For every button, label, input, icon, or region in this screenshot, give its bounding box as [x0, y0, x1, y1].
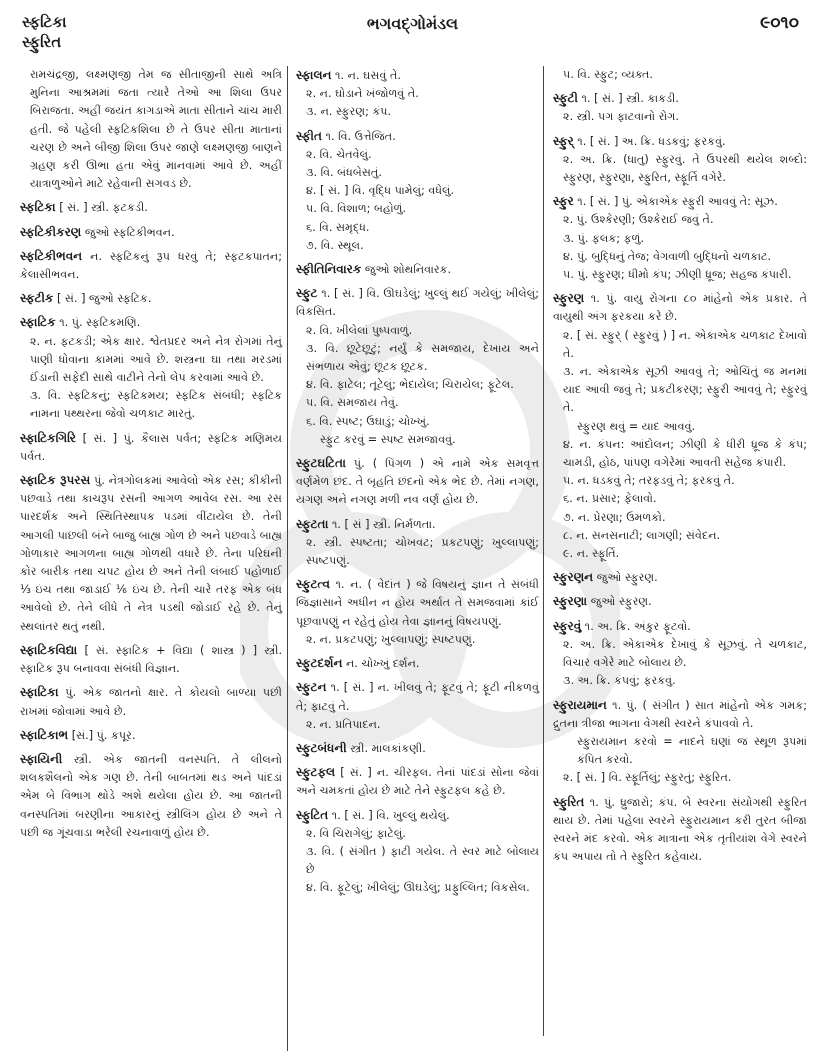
- definition-text: ૫. ન. ધડકવું તે; તરફડવું તે; ફરકવું તે.: [563, 474, 735, 488]
- definition-line: [553, 248, 807, 266]
- definition-text: ૧. પું. સ્ફટિકમણિ.: [59, 316, 141, 330]
- definition-text: ૨. વિ ચિરાગેલું; ફાટેલું.: [306, 826, 406, 840]
- definition-line: [296, 654, 539, 673]
- definition-line: [296, 376, 539, 394]
- dictionary-entry: [553, 696, 807, 788]
- headword: સ્ફાટિક: [20, 315, 56, 330]
- definition-line: [20, 471, 282, 636]
- definition-text: ૬. વિ. સમૃદ્ધ.: [306, 220, 370, 234]
- definition-line: [296, 739, 539, 758]
- definition-line: [553, 672, 807, 690]
- definition-line: [296, 103, 539, 121]
- headword: સ્ફુરવું: [553, 618, 582, 633]
- definition-text: ૨. ન. ઘોડાને ખંજોળવું તે.: [306, 87, 419, 101]
- definition-line: [20, 429, 282, 466]
- dictionary-entry: [553, 89, 807, 126]
- dictionary-entry: [20, 641, 282, 678]
- definition-text: ૩. વિ. ( સંગીત ) ફાટી ગયેલ. તે સ્વર માટે બોલાય છે: [306, 844, 539, 877]
- definition-text: [ સં. ] પું. કૈલાસ પર્વત; સ્ફટિક મણિમય પર્વત.: [20, 431, 283, 463]
- definition-text: ૬. વિ. સ્પષ્ટ; ઉઘાડું; ચોખ્ખું.: [306, 414, 430, 428]
- definition-text: [ સં. ] સ્ત્રી. ફટકડી.: [59, 201, 148, 215]
- dictionary-entry: [296, 515, 539, 571]
- dictionary-entry: [296, 763, 539, 800]
- dictionary-entry: [296, 284, 539, 449]
- definition-line: [20, 313, 282, 332]
- headword: સ્ફટીક: [20, 291, 54, 306]
- definition-text: ૫. વિ. સ્ફુટ; વ્યક્ત.: [563, 68, 653, 81]
- definition-text: ૨. સ્ત્રી. પગ ફાટવાનો રોગ.: [563, 110, 679, 124]
- dictionary-entry: [553, 617, 807, 691]
- definition-line: [296, 534, 539, 570]
- definition-line: [553, 696, 807, 733]
- dictionary-entry: [20, 247, 282, 284]
- definition-text: ૧. પું. ( સંગીત ) સાત માંહેનો એક ગમક; દ્રુતના ત્રીજા ભાગના વેગથી સ્વરને કંપાવવો તે.: [553, 698, 807, 730]
- definition-line: [20, 289, 282, 308]
- definition-text: સ્ત્રી. એક જાતની વનસ્પતિ. તે લીલનો શલકશૈલનો એક ગણ છે. તેની બાબતમાં થડ અને પાંદડાં એમ બે વિભાગ થોડે અંશે થયેલા હોય છે. આ જાતની વનસ્પતિમાં બરણીના આકારનું સ્ત્રીલિંગ હોય છે અને તે પછી જ ગૂંચવાડા ભરેલી રચનાવાળું હોય છે.: [20, 752, 282, 839]
- definition-text: ૨. [ સં. સ્ફુર્ ( સ્ફુરવું ) ] ન. એકાએક ચળકાટ દેખાવો તે.: [563, 328, 807, 360]
- definition-line: [296, 200, 539, 218]
- dictionary-entry: [296, 454, 539, 510]
- definition-text: ૧. [ સં. ] ન. ખીલવું તે; ફૂટવું તે; ફૂટી નીકળવું તે; ફાટવું તે.: [296, 681, 539, 713]
- definition-text: જુઓ સ્ફટિકીભવન.: [84, 225, 175, 239]
- headword: સ્ફુરાયમાન: [553, 697, 607, 712]
- definition-text: સ્ત્રી. માલકાંકણી.: [350, 741, 426, 755]
- idiom-line: [553, 733, 807, 769]
- definition-text: ૨. ન. ફટકડી; એક ક્ષાર. શ્વેતપ્રદર અને નેત્ર રોગમાં તેનું પાણી ધોવાના કામમાં આવે છે. શસ્ત્રના ઘા તથા મરડમાં ઈંડાની સફેદી સાથે વાટીને તેનો લેપ કરવામાં આવે છે.: [30, 334, 282, 385]
- definition-text: ન. ચોખ્ખું દર્શન.: [345, 657, 420, 671]
- definition-text: [ સં. ] ન. ચીરફલ. તેનાં પાંદડાં સોના જેવાં અને ચમકતાં હોય છે માટે તેને સ્ફુટફલ કહે છે.: [296, 766, 539, 798]
- definition-text: ૮. ન. સનસનાટી; લાગણી; સંવેદન.: [563, 528, 721, 542]
- page-number: ૯૦૧૦: [760, 13, 799, 33]
- definition-line: [553, 289, 807, 326]
- definition-line: [296, 515, 539, 534]
- definition-line: [553, 89, 807, 108]
- definition-line: [553, 66, 807, 84]
- definition-line: [553, 592, 807, 611]
- idiom-line: [296, 431, 539, 449]
- headword: સ્ફાટિક રૂપરસ: [20, 473, 91, 488]
- headword: સ્ફુટત્વ: [296, 577, 330, 592]
- column-divider: [287, 66, 288, 1051]
- definition-line: [553, 211, 807, 229]
- definition-text: ૧. [ સં. ] વિ. ખુલ્લું થયેલું.: [331, 808, 450, 822]
- dictionary-entry: [20, 198, 282, 217]
- definition-line: [20, 641, 282, 678]
- definition-text: જુઓ શોથનિવારક.: [364, 263, 452, 277]
- definition-line: [553, 192, 807, 211]
- definition-text: ૨. વિ. ચેતવેલું.: [306, 147, 372, 161]
- dictionary-entry: [20, 66, 282, 193]
- headword: સ્ફટિકીકરણ: [20, 224, 82, 239]
- definition-text: [ સં. સ્ફાટિક + વિદ્યા ( શાસ્ત્ર ) ] સ્ત્રી. સ્ફાટિક રૂપ બનાવવા સંબંધી વિજ્ઞાન.: [20, 643, 283, 676]
- definition-line: [20, 726, 282, 745]
- column-1: [20, 66, 282, 847]
- definition-text: ૩. પું. ફલક; ફળું.: [563, 231, 644, 245]
- definition-text: ૧. ન. ઘસવું તે.: [335, 69, 401, 82]
- definition-line: [553, 617, 807, 636]
- headword: સ્ફુરણ: [553, 291, 585, 306]
- definition-line: [20, 198, 282, 217]
- headword: સ્ફટિકા: [20, 200, 56, 215]
- definition-line: [20, 683, 282, 720]
- headword: સ્ફાયિની: [20, 751, 63, 766]
- dictionary-entry: [20, 289, 282, 308]
- definition-text: ૭. ન. પ્રેરણા; ઉમળકો.: [563, 510, 666, 524]
- definition-text: ૩. વિ. સ્ફટિકનું; સ્ફટિકમય; સ્ફટિક સંબંધી; સ્ફટિક નામના પથ્થરના જેવો ચળકાટ મારતું.: [30, 389, 282, 421]
- definition-line: [296, 146, 539, 164]
- column-3: [553, 66, 807, 871]
- dictionary-entry: [296, 575, 539, 649]
- definition-text: ૨. ન. પ્રતિપાદન.: [306, 717, 381, 731]
- column-2: [296, 66, 539, 903]
- definition-text: ૩. વિ. છૂટેછૂટું; નર્યું કે સમજાય, દેખાય અને સંભળાય એવું; છૂટક છૂટક.: [306, 341, 539, 374]
- definition-line: [20, 223, 282, 242]
- definition-line: [296, 237, 539, 255]
- definition-text: ૧. પું. ધ્રુજારો; કંપ. બે સ્વરના સંયોગથી સ્ફુરિત થાય છે. તેમાં પહેલા સ્વરને સ્ફુરાયમાન કરી તુરત બીજા સ્વરને મંદ કરવો. એક માત્રાના એક તૃતીયાંશ વેગે સ્વરને કંપ અપાય તો તે સ્ફુરિત કહેવાય.: [553, 795, 807, 864]
- headword: સ્ફટિકીભવન: [20, 248, 83, 263]
- definition-text: ૫. વિ. વિશાળ; બહોળું.: [306, 202, 407, 216]
- definition-text: ૨. અ. ક્રિ. (ધાતુ) સ્ફુરવું. તે ઉપરથી થયેલ શબ્દો: સ્ફુરણ, સ્ફુરણા, સ્ફુરિત, સ્ફૂર્તિ વગેરે.: [563, 152, 807, 185]
- headword: સ્ફુટદર્શન: [296, 656, 343, 671]
- definition-line: [296, 825, 539, 843]
- dictionary-entry: [553, 568, 807, 587]
- dictionary-entry: [20, 683, 282, 720]
- definition-text: ૪. પું. બુદ્ધિનું તેજ; વેગવાળી બુદ્ધિનો ચળકાટ.: [563, 249, 771, 263]
- definition-text: ૫. વિ. સમજાય તેવું.: [306, 396, 399, 410]
- definition-line: [553, 472, 807, 490]
- definition-line: [553, 793, 807, 867]
- headword: સ્ફુટ: [296, 286, 318, 301]
- definition-text: ૧. [ સં. ] અ. ક્રિ. ધડકવું; ફરકવું.: [577, 134, 726, 148]
- definition-text: ૫. પું. સ્ફુરણ; ધીમો કંપ; ઝીણી ધ્રૂજ; સહજ કંપારી.: [563, 268, 792, 282]
- dictionary-entry: [20, 313, 282, 423]
- definition-line: [553, 132, 807, 151]
- definition-line: [296, 85, 539, 103]
- dictionary-entry: [553, 132, 807, 188]
- definition-line: [553, 568, 807, 587]
- definition-text: જુઓ સ્ફુરણ.: [596, 571, 658, 585]
- headword: સ્ફીતિનિવારક: [296, 262, 362, 277]
- headword: સ્ફુટઘટિતા: [296, 456, 346, 471]
- headword: સ્ફુર: [553, 194, 574, 209]
- definition-line: [553, 151, 807, 187]
- headword: સ્ફુટી: [553, 91, 578, 106]
- definition-line: [296, 322, 539, 340]
- dictionary-entry: [553, 289, 807, 563]
- definition-text: ૩. ન. એકાએક સૂઝી આવવું તે; ઓચિંતું જ મનમાં યાદ આવી જવું તે; પ્રકટીકરણ; સ્ફુરી આવવું તે; સ્ફુરવું તે.: [563, 365, 807, 415]
- headword: સ્ફુરણા: [553, 594, 588, 609]
- definition-text: પું. ( પિંગળ ) એ નામે એક સમવૃત્ત વર્ણમેળ છંદ. તે બૃહતિ છંદનો એક ભેદ છે. તેમાં નગણ, યગણ અને નગણ મળી નવ વર્ણ હોય છે.: [296, 457, 540, 507]
- definition-text: ૧. [ સં ] સ્ત્રી. નિર્મળતા.: [331, 517, 436, 531]
- dictionary-entry: [20, 429, 282, 466]
- definition-line: [296, 284, 539, 321]
- definition-line: [296, 763, 539, 800]
- definition-text: ૨. ન. પ્રકટપણું; ખુલ્લાપણું; સ્પષ્ટપણું.: [306, 632, 476, 646]
- definition-line: [296, 260, 539, 279]
- definition-line: [296, 678, 539, 715]
- definition-text: ૩. વિ. બંધબેસતું.: [306, 166, 382, 180]
- dictionary-entry: [553, 192, 807, 284]
- definition-line: [553, 509, 807, 527]
- headword: સ્ફુરણન: [553, 570, 594, 585]
- headword: સ્ફાટિકવિદ્યા: [20, 642, 78, 657]
- definition-text: રામચંદ્રજી, લક્ષ્મણજી તેમ જ સીતાજીની સાથે અત્રિ મુનિના આશ્રમમાં જતા ત્યારે તેઓ આ શિલા ઉપર બિરાજતા. અહીં જયંત કાગડાએ માતા સીતાને ચાંચ મારી હતી. જે પહેલી સ્ફટિકશિલા છે તે ઉપર સીતા માતાનાં ચરણ છે અને બીજી શિલા ઉપર જાણે લક્ષ્મણજી બાણને ગ્રહણ કરી ઊભા હતા એવું માનવામાં આવે છે. અહીં યાત્રાળુઓને માટે રહેવાની સગવડ છે.: [30, 68, 282, 191]
- definition-text: સ્ફુરણ થવું = યાદ આવવું.: [577, 419, 696, 433]
- dictionary-entry: [553, 66, 807, 84]
- definition-line: [553, 266, 807, 284]
- headword: સ્ફાટિકા: [20, 685, 59, 700]
- headword: સ્ફુરિત: [553, 794, 585, 809]
- dictionary-entry: [296, 260, 539, 279]
- definition-line: [296, 394, 539, 412]
- definition-text: પું. નેત્રગોલકમાં આવેલો એક રસ; કીકીની પછવાડે તથા કાચરૂપ રસની આગળ આવેલ રસ. આ રસ પારદર્શક અને સ્થિતિસ્થાપક પડમાં વીંટાયેલ છે. તેની આગલી પાછલી બંને બાજુ બાહ્ય ગોળ છે અને પછવાડે બાહ્ય ગોળાકાર આગળના બાહ્ય ગોળથી વધારે છે. તેના પરિઘની કોર બારીક તથા ચપટ હોય છે અને તેની લંબાઈ પહોળાઈ ⅓ ઇંચ તથા જાડાઈ ⅙ ઇંચ છે. તેની ચારે તરફ એક બંધ આવેલો છે. તેને લીધે તે નેત્ર પડથી જોડાઈ રહે છે. તેનું સ્થલાંતર થતું નથી.: [20, 474, 283, 633]
- headword: સ્ફુટન: [296, 680, 327, 695]
- definition-text: ૪. વિ. ફૂટેલું; ખીલેલું; ઊઘડેલું; પ્રફુલ્લિત; વિકસેલ.: [306, 881, 530, 895]
- definition-line: [553, 327, 807, 363]
- dictionary-entry: [20, 471, 282, 636]
- definition-line: [553, 527, 807, 545]
- guide-word-first: સ્ફટિકા: [22, 13, 67, 31]
- definition-text: ૩. અ. ક્રિ. કંપવું; ફરકવું.: [563, 674, 676, 688]
- definition-line: [553, 636, 807, 672]
- definition-line: [553, 230, 807, 248]
- definition-text: [ સં. ] જુઓ સ્ફટિક.: [56, 292, 152, 306]
- dictionary-entry: [296, 66, 539, 122]
- headword: સ્ફાટિકગિરિ: [20, 430, 77, 445]
- definition-text: પું. એક જાતનો ક્ષાર. તે કોયલો બાળ્યા પછી રાખમાં જોવામાં આવે છે.: [20, 686, 282, 718]
- definition-text: સ્ફુટ કરવું = સ્પષ્ટ સમજાવવું.: [320, 432, 456, 446]
- definition-line: [296, 716, 539, 734]
- definition-text: [સં.] પું. કપૂર.: [71, 728, 136, 742]
- definition-text: ૪. [ સં. ] વિ. વૃદ્ધિ પામેલું; વધેલું.: [306, 184, 455, 198]
- headword: સ્ફુટતા: [296, 516, 329, 531]
- dictionary-entry: [553, 592, 807, 611]
- definition-line: [20, 333, 282, 388]
- definition-line: [20, 66, 282, 193]
- definition-line: [20, 750, 282, 842]
- definition-text: ૪. વિ. ફાટેલ; તૂટેલું; ભેદાયેલ; ચિરાયેલ; ફૂટેલ.: [306, 378, 514, 392]
- definition-text: ૨. અ. ક્રિ. એકાએક દેખાવું કે સૂઝવું. તે ચળકાટ, વિચાર વગેરે માટે બોલાય છે.: [563, 637, 807, 670]
- definition-line: [553, 108, 807, 126]
- dictionary-entry: [553, 793, 807, 867]
- definition-line: [553, 769, 807, 787]
- dictionary-entry: [296, 739, 539, 758]
- headword: સ્ફુટિત: [296, 807, 329, 822]
- dictionary-entry: [296, 654, 539, 673]
- definition-text: ન. સ્ફટિકનું રૂપ ધરવું તે; સ્ફટકપાતન; કેલાસીભવન.: [20, 249, 282, 282]
- idiom-line: [553, 418, 807, 436]
- definition-line: [296, 219, 539, 237]
- definition-text: ૨. વિ. ખીલેલાં પુષ્પવાળું.: [306, 323, 413, 337]
- definition-line: [296, 66, 539, 85]
- definition-line: [553, 490, 807, 508]
- headword: સ્ફાટિકાભ: [20, 727, 69, 742]
- definition-text: ૯. ન. સ્ફૂર્તિ.: [563, 547, 620, 561]
- definition-text: સ્ફુરાયમાન કરવો = નાદને ઘણાં જ સ્થૂળ રૂપમાં કંપિત કરવો.: [577, 734, 807, 767]
- dictionary-entry: [20, 223, 282, 242]
- definition-line: [296, 182, 539, 200]
- definition-line: [20, 387, 282, 423]
- definition-line: [296, 413, 539, 431]
- definition-text: ૧. [ સં. ] વિ. ઊઘડેલું; ખુલ્લું થઈ ગયેલું; ખીલેલું; વિકસિત.: [296, 287, 539, 319]
- headword: સ્ફુર્: [553, 133, 574, 148]
- definition-line: [296, 879, 539, 897]
- definition-line: [296, 843, 539, 879]
- definition-line: [553, 545, 807, 563]
- definition-line: [296, 806, 539, 825]
- definition-text: ૨. સ્ત્રી. સ્પષ્ટતા; ચોખવટ; પ્રકટપણું; ખુલ્લાપણું; સ્પષ્ટપણું.: [306, 535, 539, 568]
- headword: સ્ફીત: [296, 128, 322, 143]
- definition-text: ૧. વિ. ઉત્તેજિત.: [325, 129, 396, 143]
- page-header: [0, 0, 825, 62]
- headword: સ્ફુટબંધની: [296, 740, 347, 755]
- definition-line: [553, 363, 807, 418]
- definition-text: ૧. અ. ક્રિ. અંકુર ફૂટવો.: [584, 619, 691, 633]
- headword: સ્ફાલન: [296, 68, 332, 82]
- definition-line: [296, 575, 539, 631]
- definition-line: [20, 247, 282, 284]
- dictionary-entry: [20, 750, 282, 842]
- definition-line: [553, 436, 807, 472]
- definition-text: ૬. ન. પ્રસાર; ફેલાવો.: [563, 492, 657, 506]
- definition-text: ૧. પું. વાયુ રોગના ૮૦ માંહેનો એક પ્રકાર. તે વાયુથી અંગ ફરકયા કરે છે.: [553, 292, 807, 324]
- definition-text: જુઓ સ્ફુરણ.: [590, 595, 652, 609]
- definition-text: ૧. ન. ( વેદાંત ) જે વિષયનું જ્ઞાન તે સંબંધી જિજ્ઞાસાને અધીન ન હોય અર્થાત તે સમજવામાં કાંઈ પૂછવાપણું ન રહેતું હોય તેવા જ્ઞાનનું વિષયપણું.: [296, 578, 539, 628]
- column-divider: [543, 66, 544, 1036]
- definition-text: ૪. ન. કંપન: આંદોલન; ઝીણી કે ધીરી ધ્રૂજ કે કંપ; ચામડી, હોઠ, પાંપણ વગેરેમાં આવતી સહેજ કંપારી.: [563, 437, 807, 470]
- running-title: ભગવદ્ગોમંડલ: [366, 14, 459, 33]
- dictionary-entry: [296, 127, 539, 255]
- dictionary-entry: [296, 806, 539, 898]
- definition-text: ૧. [ સં. ] સ્ત્રી. કાકડી.: [581, 92, 679, 106]
- definition-text: ૩. ન. સ્ફુરણ; કંપ.: [306, 105, 392, 119]
- definition-text: ૨. [ સં. ] વિ. સ્ફૂર્તિલું; સ્ફુરતું; સ્ફુરિત.: [563, 771, 732, 785]
- definition-line: [296, 164, 539, 182]
- definition-text: ૭. વિ. સ્થૂલ.: [306, 238, 364, 252]
- definition-text: ૨. પું. ઉશ્કેરણી; ઉશ્કેરાઈ જવું તે.: [563, 213, 714, 227]
- definition-line: [296, 631, 539, 649]
- definition-line: [296, 340, 539, 376]
- dictionary-entry: [20, 726, 282, 745]
- headword: સ્ફુટફલ: [296, 765, 336, 780]
- guide-word-last: સ્ફુરિત: [22, 33, 62, 51]
- dictionary-entry: [296, 678, 539, 734]
- definition-line: [296, 127, 539, 146]
- definition-line: [296, 454, 539, 510]
- definition-text: ૧. [ સં. ] પું. એકાએક સ્ફુરી આવવું તે: સૂઝ.: [577, 195, 778, 209]
